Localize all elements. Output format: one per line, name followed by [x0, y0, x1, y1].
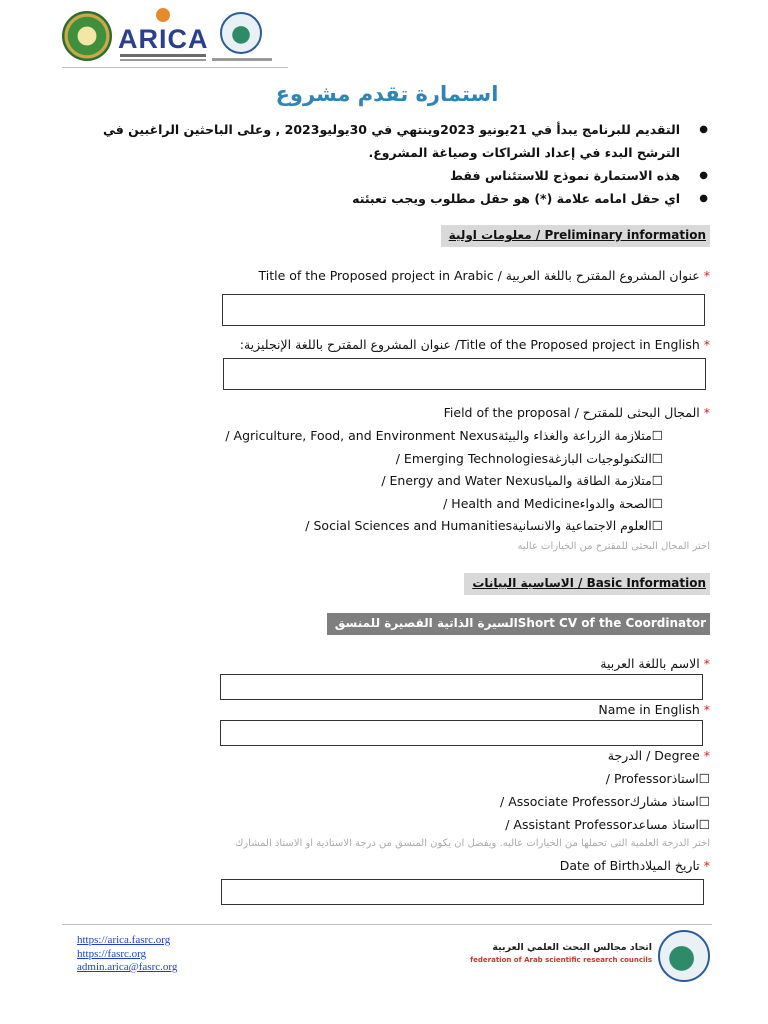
degree-option-assistant[interactable]: ☐استاذ مساعدAssistant Professor /: [505, 817, 710, 832]
name-arabic-label: * الاسم باللغة العربية: [600, 656, 710, 671]
instruction-item: ● التقديم للبرنامج يبدأ في 21يونيو 2023وينتهي في 30يوليو2023 , وعلى الباحثين الراغبين في الترشح البدء في إعداد الشراكات وصياغة المشروع.: [58, 118, 708, 164]
degree-label: * Degree / الدرجة: [607, 748, 710, 763]
footer-divider: [62, 924, 712, 925]
degree-option-professor[interactable]: ☐استاذProfessor /: [605, 771, 710, 786]
dob-input[interactable]: [221, 879, 704, 905]
section-heading-preliminary: معلومات اولية / Preliminary information: [441, 225, 710, 247]
required-mark: *: [703, 405, 710, 420]
footer-links: [77, 934, 177, 975]
title-arabic-input[interactable]: [222, 294, 705, 326]
field-label: * المجال البحثى للمقترح / Field of the proposal: [443, 405, 710, 420]
form-title: استمارة تقدم مشروع: [275, 82, 499, 106]
required-mark: *: [703, 268, 710, 283]
header-logos: [62, 8, 288, 68]
globe-logo: [220, 12, 262, 54]
section-heading-cv: السيرة الذاتية القصيرة للمنسقShort CV of the Coordinator: [327, 613, 710, 635]
required-mark: *: [703, 656, 710, 671]
required-mark: *: [703, 702, 710, 717]
sun-icon: [156, 8, 170, 22]
name-arabic-input[interactable]: [220, 674, 703, 700]
instruction-item: ● هذه الاستمارة نموذج للاستئناس فقط: [58, 164, 708, 187]
dob-label: * تاريخ الميلادDate of Birth: [559, 858, 710, 873]
section-heading-basic: الاساسية البيانات / Basic Information: [464, 573, 710, 595]
arica-logo-subtitle-en: [120, 59, 206, 61]
field-option-energy-water[interactable]: ☐متلازمة الطاقة والمياEnergy and Water Nexus /: [381, 473, 663, 488]
degree-option-associate[interactable]: ☐استاذ مشاركAssociate Professor /: [500, 794, 710, 809]
fasrc-logo: [470, 930, 710, 982]
title-english-input[interactable]: [223, 358, 706, 390]
arica-logo-subtitle: [120, 54, 206, 57]
required-mark: *: [703, 858, 710, 873]
required-mark: *: [703, 337, 710, 352]
field-hint: اختر المجال البحثى للمقترح من الخيارات عاليه: [517, 541, 710, 552]
arica-logo: [118, 8, 208, 64]
title-english-label: * Title of the Proposed project in English/ عنوان المشروع المقترح باللغة الإنجليزية:: [239, 337, 710, 352]
field-option-agriculture[interactable]: ☐متلازمة الزراعة والغذاء والبيئةAgriculture, Food, and Environment Nexus /: [225, 428, 663, 443]
link-admin-email[interactable]: admin.arica@fasrc.org: [77, 961, 178, 973]
globe-logo: [658, 930, 710, 982]
link-arica-site[interactable]: https://arica.fasrc.org: [77, 934, 171, 946]
field-option-health[interactable]: ☐الصحة والدواءHealth and Medicine /: [443, 496, 663, 511]
name-english-label: * Name in English: [598, 702, 710, 717]
field-option-social-sciences[interactable]: ☐العلوم الاجتماعية والانسانيةSocial Sciences and Humanities /: [305, 518, 663, 533]
instruction-item: ● اي حقل امامه علامة (*) هو حقل مطلوب ويجب تعبئته: [58, 187, 708, 210]
link-fasrc-site[interactable]: https://fasrc.org: [77, 947, 147, 960]
fasrc-logo-english: federation of Arab scientific research councils: [470, 956, 652, 964]
arica-logo-text: ARICA: [118, 24, 209, 54]
instructions-list: [58, 118, 708, 210]
name-english-input[interactable]: [220, 720, 703, 746]
field-option-emerging-tech[interactable]: ☐التكنولوجيات البازغةEmerging Technologies /: [395, 451, 663, 466]
header-divider: [62, 67, 288, 68]
required-mark: *: [703, 748, 710, 763]
arab-league-seal-logo: [62, 11, 112, 61]
title-arabic-label: * عنوان المشروع المقترح باللغة العربية / Title of the Proposed project in Arabic: [258, 268, 710, 283]
globe-logo-caption: [212, 58, 272, 61]
fasrc-logo-arabic: اتحاد مجالس البحث العلمي العربية: [492, 942, 652, 953]
degree-hint: اختر الدرجة العلمية التى تحملها من الخيارات عاليه. ويفضل ان يكون المنسق من درجة الاستاذية او الاستاذ المشارك: [235, 838, 710, 849]
